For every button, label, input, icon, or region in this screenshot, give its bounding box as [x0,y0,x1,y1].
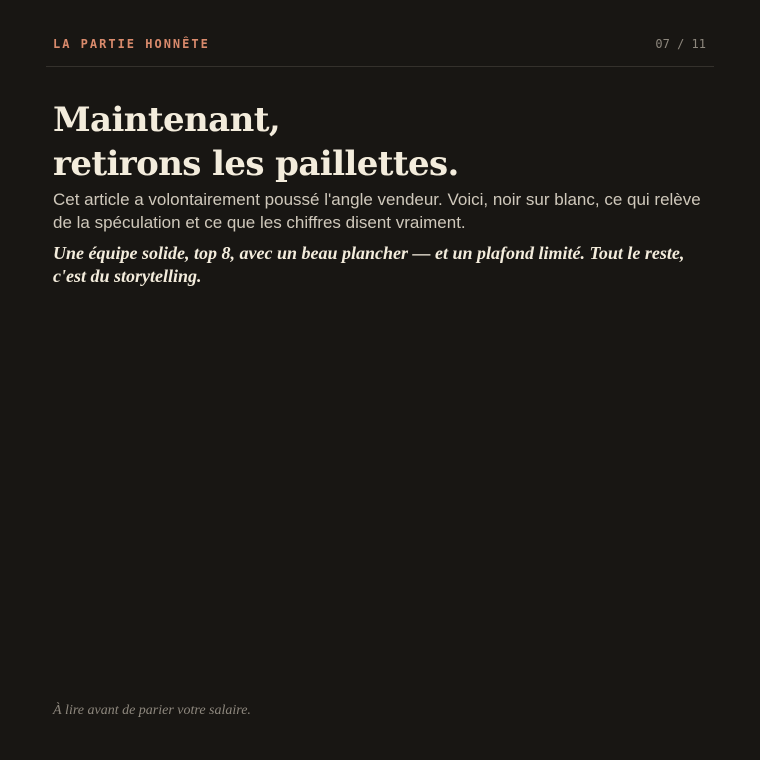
headline-line-2: retirons les paillettes. [53,144,459,184]
verdict-quote: Une équipe solide, top 8, avec un beau plancher — et un plafond limité. Tout le reste, c'est du storytelling. [53,243,685,286]
headline [53,98,693,186]
footer-note: À lire avant de parier votre salaire. [53,703,251,718]
top-bar [46,0,714,67]
page-counter: 07 / 11 [655,37,706,51]
body-paragraph: Cet article a volontairement poussé l'angle vendeur. Voici, noir sur blanc, ce qui relève de la spéculation et ce que les chiffres disent vraiment. [53,190,701,232]
headline-line-1: Maintenant, [53,100,281,140]
section-label: LA PARTIE HONNÊTE [53,37,210,51]
